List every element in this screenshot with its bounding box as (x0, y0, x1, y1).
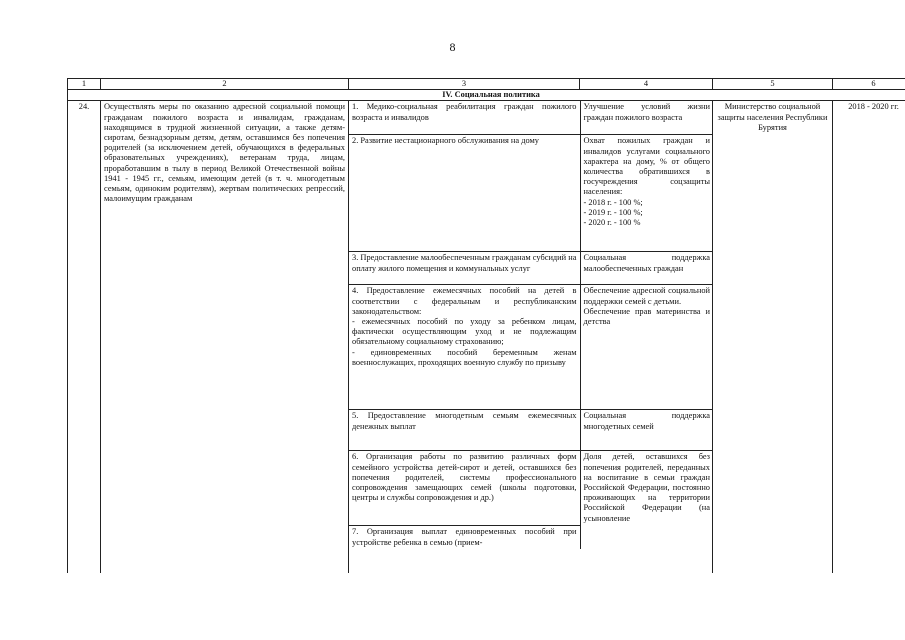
executor-cell: Министерство социальной защиты населения Республики Бурятия (713, 101, 833, 574)
activity-action: 3. Предоставление малообеспеченным гражданам субсидий на оплату жилого помещения и коммунальных услуг (349, 252, 580, 285)
activity-result: Доля детей, оставшихся без попечения родителей, переданных на воспитание в семьи граждан Российской Федерации, постоянно проживающих на территории Российской Федерации (на усыновление (580, 451, 713, 549)
activity-action: 4. Предоставление ежемесячных пособий на детей в соответствии с федеральным и республиканским законодательством: - ежемесячных пособий по уходу за ребенком лицам, фактически осуществляющим уход и не подлежащим обязательному социальному страхованию; - единовременных пособий беременным женам военнослужащих, проходящих военную службу по призыву (349, 285, 580, 410)
column-number-2: 2 (101, 79, 349, 90)
activity-row (349, 410, 713, 451)
section-title-row (68, 90, 905, 101)
table-row (68, 101, 905, 574)
activity-result: Улучшение условий жизни граждан пожилого возраста (580, 101, 713, 135)
section-title: IV. Социальная политика (68, 90, 905, 101)
page-number: 8 (449, 40, 456, 54)
row-number: 24. (68, 101, 101, 574)
period-cell: 2018 - 2020 гг. (833, 101, 905, 574)
activity-row (349, 285, 713, 410)
activity-action: 6. Организация работы по развитию различных форм семейного устройства детей-сирот и детей, оставшихся без попечения родителей, системы профессионального сопровождения замещающих семей (школы подготовки, центры и службы сопровождения и др.) (349, 451, 580, 526)
activity-action: 2. Развитие нестационарного обслуживания на дому (349, 135, 580, 252)
activity-result: Социальная поддержка малообеспеченных граждан (580, 252, 713, 285)
column-numbers-row (68, 79, 905, 90)
activity-action: 1. Медико-социальная реабилитация граждан пожилого возраста и инвалидов (349, 101, 580, 135)
plan-table (67, 78, 905, 573)
measure-cell: Осуществлять меры по оказанию адресной социальной помощи гражданам пожилого возраста и инвалидам, гражданам, находящимся в трудной жизненной ситуации, а также детям-сиротам, безнадзорным детям, детям, оставшимся без попечения родителей (за исключением детей, обучающихся в федеральных образовательных учреждениях), ветеранам труда, лицам, проработавшим в тылу в период Великой Отечественной войны 1941 - 1945 гг., семьям, имеющим детей (в т. ч. многодетным семьям, одиноким родителям), жертвам политических репрессий, малоимущим гражданам (101, 101, 349, 574)
activity-action: 7. Организация выплат единовременных пособий при устройстве ребенка в семью (прием- (349, 526, 580, 549)
activities-subtable (349, 101, 713, 548)
column-number-1: 1 (68, 79, 101, 90)
activity-row (349, 451, 713, 526)
column-number-6: 6 (833, 79, 905, 90)
activity-row (349, 135, 713, 252)
activity-row (349, 101, 713, 135)
activities-cell (349, 101, 713, 574)
column-number-3: 3 (349, 79, 580, 90)
activity-action: 5. Предоставление многодетным семьям ежемесячных денежных выплат (349, 410, 580, 451)
activity-result: Социальная поддержка многодетных семей (580, 410, 713, 451)
column-number-4: 4 (580, 79, 713, 90)
activity-result: Обеспечение адресной социальной поддержки семей с детьми. Обеспечение прав материнства и детства (580, 285, 713, 410)
activity-row (349, 252, 713, 285)
activity-result: Охват пожилых граждан и инвалидов услугами социального характера на дому, % от общего количества обратившихся в госучреждения соцзащиты населения: - 2018 г. - 100 %; - 2019 г. - 100 %; - 2020 г. - 100 % (580, 135, 713, 252)
column-number-5: 5 (713, 79, 833, 90)
